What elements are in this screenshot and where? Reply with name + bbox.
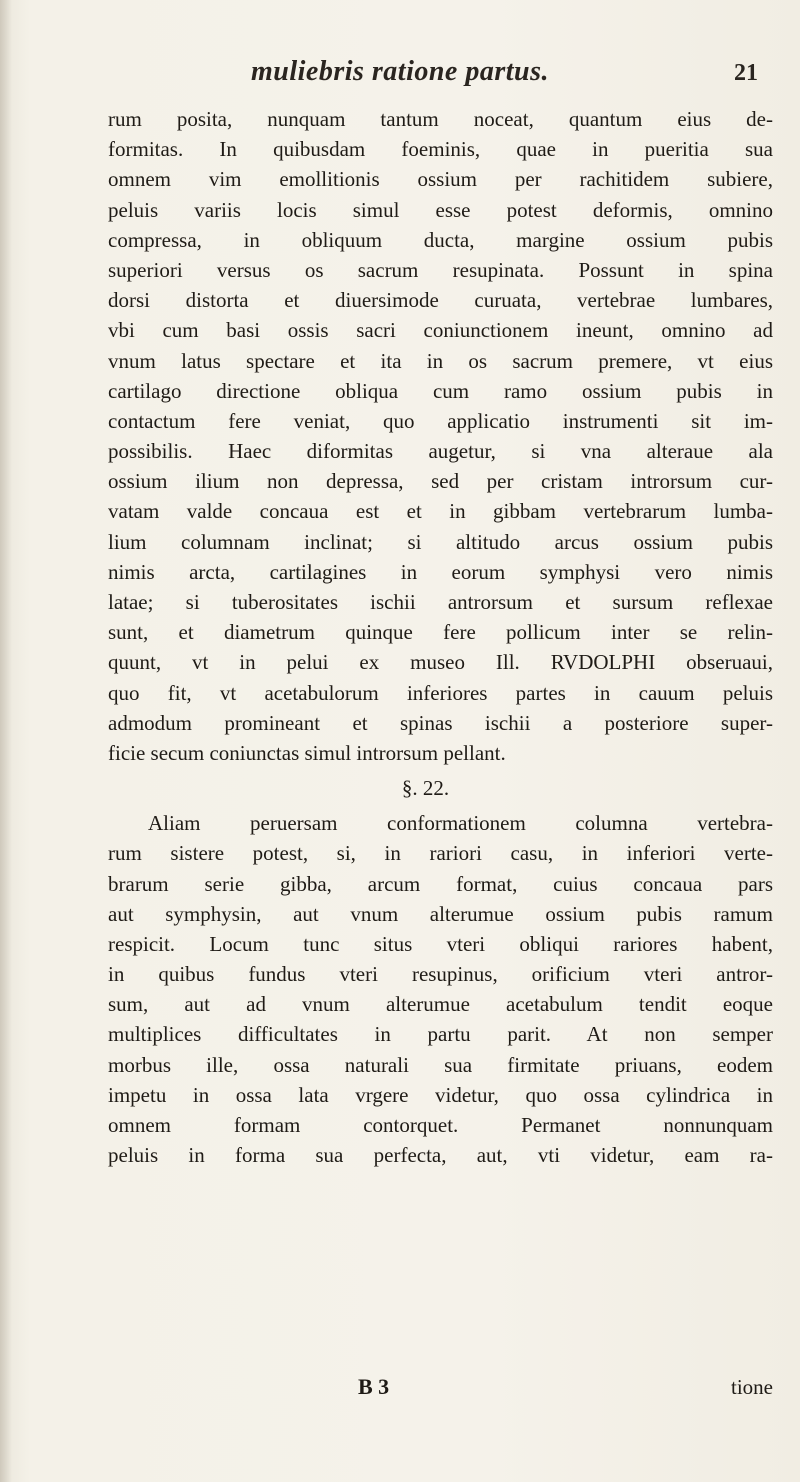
text-line: cartilago directione obliqua cum ramo ossium pubis in: [108, 378, 773, 403]
text-line: in quibus fundus vteri resupinus, orificium vteri antror-: [108, 962, 773, 987]
text-line: formitas. In quibusdam foeminis, quae in pueritia sua: [108, 137, 773, 162]
text-line: possibilis. Haec diformitas augetur, si vna alteraue ala: [108, 439, 773, 464]
text-line: morbus ille, ossa naturali sua firmitate priuans, eodem: [108, 1052, 773, 1077]
signature-mark: B 3: [358, 1374, 390, 1399]
text-line: sum, aut ad vnum alterumue acetabulum tendit eoque: [108, 992, 773, 1017]
text-line: peluis in forma sua perfecta, aut, vti videtur, eam ra-: [108, 1143, 773, 1168]
page-footer: [108, 1372, 773, 1402]
page-header: [0, 46, 800, 94]
text-line: ossium ilium non depressa, sed per cristam introrsum cur-: [108, 469, 773, 494]
page-number: 21: [734, 60, 758, 86]
text-line: aut symphysin, aut vnum alterumue ossium pubis ramum: [108, 901, 773, 926]
text-line: vnum latus spectare et ita in os sacrum premere, vt eius: [108, 348, 773, 373]
text-line: peluis variis locis simul esse potest deformis, omnino: [108, 197, 773, 222]
text-line: contactum fere veniat, quo applicatio instrumenti sit im-: [108, 408, 773, 433]
text-line: respicit. Locum tunc situs vteri obliqui rariores habent,: [108, 931, 773, 956]
text-line: ficie secum coniunctas simul introrsum pellant.: [108, 740, 506, 765]
paragraph-2: [108, 808, 773, 1170]
text-line: vatam valde concaua est et in gibbam vertebrarum lumba-: [108, 499, 773, 524]
text-line: superiori versus os sacrum resupinata. Possunt in spina: [108, 257, 773, 282]
text-line: admodum promineant et spinas ischii a posteriore super-: [108, 710, 773, 735]
text-line: omnem formam contorquet. Permanet nonnunquam: [108, 1113, 773, 1137]
body-text: [108, 104, 773, 1170]
text-line: nimis arcta, cartilagines in eorum symphysi vero nimis: [108, 559, 773, 584]
text-line: rum sistere potest, si, in rariori casu, in inferiori verte-: [108, 841, 773, 866]
spine-shadow: [0, 0, 12, 1482]
text-line: latae; si tuberositates ischii antrorsum et sursum reflexae: [108, 590, 773, 614]
text-line: dorsi distorta et diuersimode curuata, vertebrae lumbares,: [108, 288, 773, 313]
section-heading: §. 22.: [401, 776, 450, 801]
text-line: sunt, et diametrum quinque fere pollicum inter se relin-: [108, 620, 773, 645]
text-line: vbi cum basi ossis sacri coniunctionem ineunt, omnino ad: [108, 318, 773, 343]
text-line: Aliam peruersam conformationem columna vertebra-: [148, 811, 773, 836]
text-line: compressa, in obliquum ducta, margine ossium pubis: [108, 227, 773, 252]
running-head: muliebris ratione partus.: [250, 56, 549, 87]
text-line: rum posita, nunquam tantum noceat, quantum eius de-: [108, 107, 773, 131]
text-line: lium columnam inclinat; si altitudo arcus ossium pubis: [108, 529, 773, 554]
text-line: omnem vim emollitionis ossium per rachitidem subiere,: [108, 167, 773, 192]
text-line: brarum serie gibba, arcum format, cuius concaua pars: [108, 871, 773, 896]
text-line: quo fit, vt acetabulorum inferiores partes in cauum peluis: [108, 680, 773, 705]
text-line: quunt, vt in pelui ex museo Ill. RVDOLPHI obseruaui,: [108, 650, 773, 675]
text-line: impetu in ossa lata vrgere videtur, quo ossa cylindrica in: [108, 1082, 773, 1107]
catchword: tione: [731, 1375, 773, 1399]
text-line: multiplices difficultates in partu parit. At non semper: [108, 1022, 773, 1047]
paragraph-1: [108, 104, 773, 768]
